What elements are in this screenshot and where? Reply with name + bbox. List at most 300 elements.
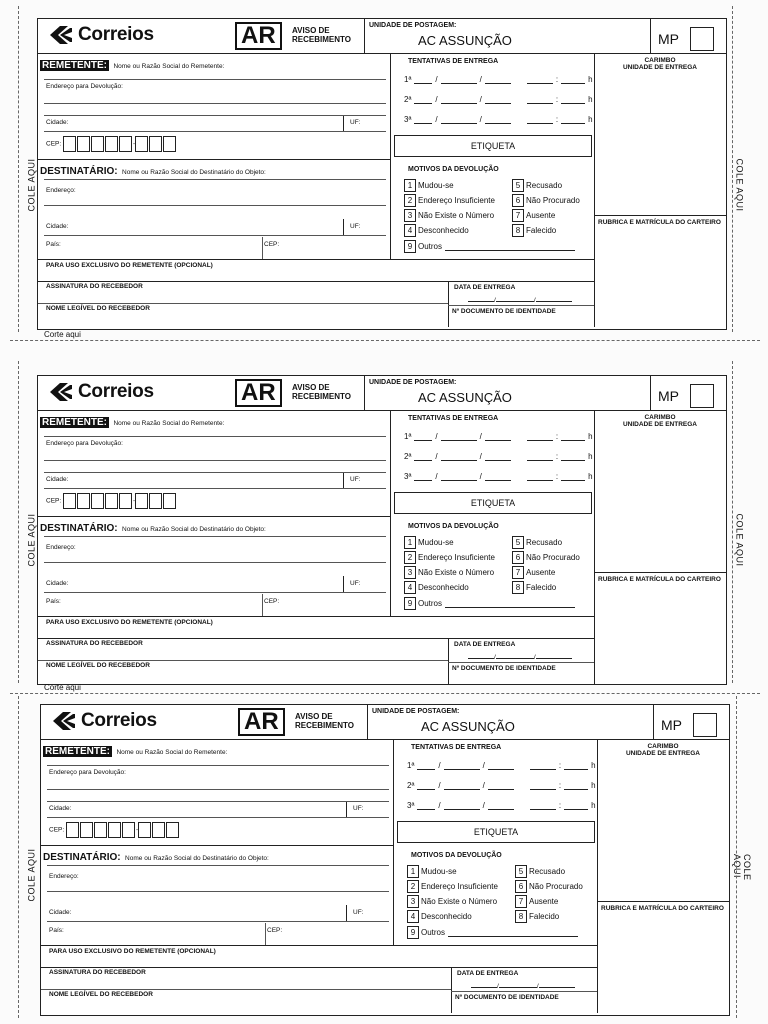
reason-text: Não Procurado: [529, 882, 583, 891]
glue-here-label-left: COLE AQUI: [26, 158, 37, 212]
label-box: ETIQUETA: [394, 492, 592, 514]
attempt-number: 1ª: [407, 761, 415, 770]
recipient-address-label: Endereço:: [46, 544, 76, 551]
reason-text: Ausente: [526, 568, 556, 577]
attempt-row[interactable]: [404, 472, 593, 481]
return-reason-option[interactable]: [404, 224, 469, 237]
return-reason-option[interactable]: [404, 194, 495, 207]
date-separator: /: [533, 654, 536, 661]
return-reasons-title: MOTIVOS DA DEVOLUÇÃO: [411, 852, 502, 859]
reason-text: Falecido: [529, 912, 560, 921]
date-separator: /: [435, 95, 438, 104]
reason-text: Não Existe o Número: [418, 211, 495, 220]
attempt-row[interactable]: [404, 452, 593, 461]
stamp-label: [598, 414, 722, 428]
sender-city-label: Cidade:: [46, 476, 69, 483]
attempts-title: TENTATIVAS DE ENTREGA: [411, 744, 502, 751]
sender-cep: CEP: -: [46, 136, 177, 152]
reason-number-box[interactable]: 5: [512, 536, 524, 549]
reason-text: Ausente: [529, 897, 559, 906]
ar-caption: [292, 26, 351, 44]
hour-suffix: h: [588, 75, 593, 84]
ar-form: [37, 375, 727, 685]
cut-line: [10, 340, 760, 341]
reason-number-box[interactable]: 9: [407, 926, 419, 939]
reason-text: Falecido: [526, 226, 557, 235]
time-separator: :: [555, 452, 559, 461]
fold-line-right: [732, 361, 733, 683]
ar-form: [37, 18, 727, 330]
reason-number-box[interactable]: 9: [404, 597, 416, 610]
attempt-row[interactable]: [404, 432, 593, 441]
return-reasons-title: MOTIVOS DA DEVOLUÇÃO: [408, 523, 499, 530]
mp-label: MP: [661, 717, 682, 733]
cut-here-label: Corte aqui: [44, 683, 81, 692]
reason-number-box[interactable]: 2: [404, 194, 416, 207]
date-separator: /: [479, 452, 482, 461]
sender-exclusive-label: PARA USO EXCLUSIVO DO REMETENTE (OPCIONAL): [46, 619, 213, 626]
id-document-label: Nº DOCUMENTO DE IDENTIDADE: [452, 308, 556, 315]
cep-digit-box[interactable]: [163, 136, 176, 152]
ar-badge: AR: [238, 708, 285, 736]
return-reason-option[interactable]: [404, 566, 494, 579]
cep-digit-box[interactable]: [91, 493, 104, 509]
time-separator: :: [558, 761, 562, 770]
recipient-city-label: Cidade:: [46, 580, 69, 587]
ar-sheet-3: [0, 690, 768, 1024]
brand-name: Correios: [81, 710, 157, 731]
attempt-row[interactable]: [407, 761, 596, 770]
reason-text: Recusado: [526, 538, 563, 547]
return-reason-option[interactable]: [404, 551, 495, 564]
cep-digit-box[interactable]: [105, 493, 118, 509]
return-reason-option[interactable]: [515, 865, 565, 878]
stamp-line1: CARIMBO: [647, 743, 679, 750]
sender-cep: CEP: -: [49, 822, 180, 838]
return-reason-option[interactable]: [404, 581, 469, 594]
date-separator: /: [482, 761, 485, 770]
reason-number-box[interactable]: 3: [404, 209, 416, 222]
recipient-cep-label: CEP:: [267, 927, 283, 934]
cep-digit-box[interactable]: [63, 136, 76, 152]
hour-suffix: h: [588, 95, 593, 104]
reason-number-box[interactable]: 6: [515, 880, 527, 893]
return-address-label: Endereço para Devolução:: [46, 440, 123, 447]
sender-uf-label: UF:: [353, 805, 364, 812]
attempts-title: TENTATIVAS DE ENTREGA: [408, 58, 499, 65]
date-separator: /: [479, 75, 482, 84]
sender-city-label: Cidade:: [46, 119, 69, 126]
fold-line-left: [18, 361, 19, 683]
delivery-date-field[interactable]: [468, 293, 572, 304]
cep-digit-box[interactable]: [122, 822, 135, 838]
recipient-uf-label: UF:: [350, 223, 361, 230]
ar-caption-line1: AVISO DE: [292, 383, 330, 392]
receiver-name-label: NOME LEGÍVEL DO RECEBEDOR: [49, 991, 153, 998]
return-reason-option[interactable]: [512, 224, 556, 237]
recipient-cep-label: CEP:: [264, 598, 280, 605]
attempt-row[interactable]: [404, 95, 593, 104]
date-separator: /: [435, 432, 438, 441]
reason-text: Mudou-se: [418, 181, 454, 190]
attempts-title: TENTATIVAS DE ENTREGA: [408, 415, 499, 422]
stamp-line2: UNIDADE DE ENTREGA: [622, 64, 698, 71]
date-separator: /: [479, 95, 482, 104]
hour-suffix: h: [591, 761, 596, 770]
hour-suffix: h: [591, 781, 596, 790]
stamp-line1: CARIMBO: [644, 414, 676, 421]
cep-digit-box[interactable]: [94, 822, 107, 838]
reason-number-box[interactable]: 8: [515, 910, 527, 923]
reason-text: Endereço Insuficiente: [418, 553, 495, 562]
reason-number-box[interactable]: 6: [512, 551, 524, 564]
cep-digit-box[interactable]: [149, 493, 162, 509]
return-reason-option[interactable]: [512, 209, 555, 222]
return-reason-option[interactable]: [404, 179, 454, 192]
return-reason-option[interactable]: [512, 194, 580, 207]
date-separator: /: [536, 983, 539, 990]
correios-logo-icon: [51, 710, 77, 732]
time-separator: :: [555, 432, 559, 441]
hour-suffix: h: [588, 432, 593, 441]
sender-cep-label: CEP:: [46, 140, 62, 148]
reason-text: Endereço Insuficiente: [421, 882, 498, 891]
cep-digit-box[interactable]: [152, 822, 165, 838]
date-separator: /: [438, 761, 441, 770]
fold-line-right: [732, 6, 733, 332]
reason-text: Mudou-se: [418, 538, 454, 547]
reason-number-box[interactable]: 7: [512, 209, 524, 222]
date-separator: /: [482, 801, 485, 810]
ar-caption-line1: AVISO DE: [295, 712, 333, 721]
delivery-date-field[interactable]: [471, 979, 575, 990]
cep-digit-box[interactable]: [66, 822, 79, 838]
cep-digit-box[interactable]: [80, 822, 93, 838]
cep-digit-box[interactable]: [77, 493, 90, 509]
reason-text: Desconhecido: [421, 912, 472, 921]
label-box: ETIQUETA: [394, 135, 592, 157]
attempt-row[interactable]: [407, 781, 596, 790]
date-separator: /: [494, 297, 496, 304]
glue-here-label-right: COLE AQUI: [734, 158, 745, 212]
date-separator: /: [435, 452, 438, 461]
recipient-name-label: Nome ou Razão Social do Destinatário do Objeto:: [125, 855, 269, 862]
cep-digit-box[interactable]: [135, 493, 148, 509]
recipient-address-label: Endereço:: [46, 187, 76, 194]
mp-checkbox[interactable]: [690, 27, 714, 51]
cep-digit-box[interactable]: [138, 822, 151, 838]
sender-cep-label: CEP:: [49, 826, 65, 834]
recipient-cep-label: CEP:: [264, 241, 280, 248]
label-box: ETIQUETA: [397, 821, 595, 843]
date-separator: /: [533, 297, 536, 304]
ar-caption-line2: RECEBIMENTO: [295, 721, 354, 730]
carrier-signature-label: RUBRICA E MATRÍCULA DO CARTEIRO: [601, 905, 724, 912]
return-reason-option[interactable]: [407, 926, 578, 939]
id-document-label: Nº DOCUMENTO DE IDENTIDADE: [452, 665, 556, 672]
mp-label: MP: [658, 31, 679, 47]
date-separator: /: [479, 115, 482, 124]
date-separator: /: [497, 983, 499, 990]
recipient-name-label: Nome ou Razão Social do Destinatário do Objeto:: [122, 169, 266, 176]
date-separator: /: [435, 115, 438, 124]
reason-number-box[interactable]: 7: [515, 895, 527, 908]
attempt-number: 2ª: [404, 95, 412, 104]
posting-unit-label: UNIDADE DE POSTAGEM:: [372, 708, 460, 715]
time-separator: :: [555, 75, 559, 84]
receiver-signature-label: ASSINATURA DO RECEBEDOR: [46, 283, 143, 290]
ar-form: [40, 704, 730, 1016]
cep-digit-box[interactable]: [135, 136, 148, 152]
reason-text: Não Procurado: [526, 553, 580, 562]
reason-number-box[interactable]: 6: [512, 194, 524, 207]
attempt-number: 1ª: [404, 432, 412, 441]
recipient-name-label: Nome ou Razão Social do Destinatário do Objeto:: [122, 526, 266, 533]
hour-suffix: h: [588, 452, 593, 461]
date-separator: /: [438, 801, 441, 810]
reason-number-box[interactable]: 2: [407, 880, 419, 893]
date-separator: /: [435, 472, 438, 481]
recipient-city-label: Cidade:: [46, 223, 69, 230]
cep-digit-box[interactable]: [108, 822, 121, 838]
return-address-label: Endereço para Devolução:: [49, 769, 126, 776]
recipient-header: [40, 161, 266, 179]
attempt-number: 3ª: [404, 115, 412, 124]
sender-header: [43, 741, 227, 759]
sender-cep-label: CEP:: [46, 497, 62, 505]
reason-number-box[interactable]: 4: [404, 581, 416, 594]
return-reason-option[interactable]: [515, 880, 583, 893]
receiver-signature-label: ASSINATURA DO RECEBEDOR: [49, 969, 146, 976]
return-reason-option[interactable]: [404, 240, 575, 253]
sender-header: [40, 55, 224, 73]
recipient-header: [43, 847, 269, 865]
carrier-signature-label: RUBRICA E MATRÍCULA DO CARTEIRO: [598, 219, 721, 226]
reason-number-box[interactable]: 2: [404, 551, 416, 564]
sender-title: REMETENTE:: [42, 60, 107, 71]
date-separator: /: [479, 432, 482, 441]
ar-caption-line2: RECEBIMENTO: [292, 35, 351, 44]
recipient-title: DESTINATÁRIO:: [43, 852, 121, 863]
reason-text: Não Procurado: [526, 196, 580, 205]
delivery-date-label: DATA DE ENTREGA: [454, 284, 516, 291]
sender-cep: CEP: -: [46, 493, 177, 509]
return-address-label: Endereço para Devolução:: [46, 83, 123, 90]
glue-here-label-left: COLE AQUI: [26, 848, 37, 902]
mp-checkbox[interactable]: [690, 384, 714, 408]
reason-number-box[interactable]: 3: [404, 566, 416, 579]
hour-suffix: h: [588, 472, 593, 481]
recipient-uf-label: UF:: [353, 909, 364, 916]
sender-header: [40, 412, 224, 430]
attempt-number: 3ª: [407, 801, 415, 810]
cep-digit-box[interactable]: [63, 493, 76, 509]
receiver-name-label: NOME LEGÍVEL DO RECEBEDOR: [46, 305, 150, 312]
mp-label: MP: [658, 388, 679, 404]
date-separator: /: [435, 75, 438, 84]
fold-line-left: [18, 6, 19, 332]
cep-digit-box[interactable]: [91, 136, 104, 152]
sender-uf-label: UF:: [350, 119, 361, 126]
return-reason-option[interactable]: [515, 895, 558, 908]
reason-text: Outros: [418, 599, 443, 608]
time-separator: :: [558, 801, 562, 810]
return-reason-option[interactable]: [512, 581, 556, 594]
delivery-date-label: DATA DE ENTREGA: [454, 641, 516, 648]
cep-digit-box[interactable]: [119, 493, 132, 509]
posting-unit-value: AC ASSUNÇÃO: [421, 719, 515, 734]
brand-name: Correios: [78, 381, 154, 402]
date-separator: /: [479, 472, 482, 481]
stamp-line2: UNIDADE DE ENTREGA: [622, 421, 698, 428]
ar-caption-line2: RECEBIMENTO: [292, 392, 351, 401]
reason-text: Desconhecido: [418, 583, 469, 592]
cep-digit-box[interactable]: [119, 136, 132, 152]
recipient-title: DESTINATÁRIO:: [40, 166, 118, 177]
receiver-name-label: NOME LEGÍVEL DO RECEBEDOR: [46, 662, 150, 669]
sender-title: REMETENTE:: [45, 746, 110, 757]
attempt-number: 3ª: [404, 472, 412, 481]
receiver-signature-label: ASSINATURA DO RECEBEDOR: [46, 640, 143, 647]
ar-caption-line1: AVISO DE: [292, 26, 330, 35]
recipient-uf-label: UF:: [350, 580, 361, 587]
return-reason-option[interactable]: [512, 536, 562, 549]
brand-name: Correios: [78, 24, 154, 45]
recipient-city-label: Cidade:: [49, 909, 72, 916]
reason-number-box[interactable]: 8: [512, 581, 524, 594]
reason-text: Outros: [421, 928, 446, 937]
ar-caption: [292, 383, 351, 401]
reason-number-box[interactable]: 8: [512, 224, 524, 237]
reason-number-box[interactable]: 3: [407, 895, 419, 908]
return-reason-option[interactable]: [407, 880, 498, 893]
cut-here-label: Corte aqui: [44, 330, 81, 339]
return-reason-option[interactable]: [512, 551, 580, 564]
reason-number-box[interactable]: 4: [407, 910, 419, 923]
attempt-number: 2ª: [407, 781, 415, 790]
return-reason-option[interactable]: [407, 865, 457, 878]
correios-logo-icon: [48, 381, 74, 403]
fold-line-left: [18, 696, 19, 1018]
correios-logo: [48, 381, 154, 403]
stamp-label: [598, 57, 722, 71]
reason-text: Recusado: [526, 181, 563, 190]
delivery-date-label: DATA DE ENTREGA: [457, 970, 519, 977]
reason-number-box[interactable]: 1: [404, 536, 416, 549]
cep-digit-box[interactable]: [77, 136, 90, 152]
reason-number-box[interactable]: 1: [407, 865, 419, 878]
return-reason-option[interactable]: [512, 566, 555, 579]
sender-name-label: Nome ou Razão Social do Remetente:: [113, 63, 225, 70]
ar-sheet-1: [0, 0, 768, 340]
recipient-country-label: País:: [46, 598, 61, 605]
return-reason-option[interactable]: [404, 209, 494, 222]
recipient-address-label: Endereço:: [49, 873, 79, 880]
sender-uf-label: UF:: [350, 476, 361, 483]
cep-digit-box[interactable]: [105, 136, 118, 152]
cep-digit-box[interactable]: [163, 493, 176, 509]
recipient-header: [40, 518, 266, 536]
correios-logo: [48, 24, 154, 46]
date-separator: /: [482, 781, 485, 790]
reason-number-box[interactable]: 7: [512, 566, 524, 579]
glue-here-label-right: COLE AQUI: [732, 854, 752, 881]
hour-suffix: h: [591, 801, 596, 810]
cep-digit-box[interactable]: [166, 822, 179, 838]
date-separator: /: [438, 781, 441, 790]
delivery-date-field[interactable]: [468, 650, 572, 661]
reason-text: Ausente: [526, 211, 556, 220]
reason-number-box[interactable]: 5: [512, 179, 524, 192]
sender-title: REMETENTE:: [42, 417, 107, 428]
attempt-number: 2ª: [404, 452, 412, 461]
return-reason-option[interactable]: [515, 910, 559, 923]
date-separator: /: [494, 654, 496, 661]
sender-exclusive-label: PARA USO EXCLUSIVO DO REMETENTE (OPCIONAL): [49, 948, 216, 955]
reason-text: Não Existe o Número: [421, 897, 498, 906]
attempt-row[interactable]: [404, 115, 593, 124]
ar-sheet-2: [0, 355, 768, 690]
time-separator: :: [555, 95, 559, 104]
recipient-country-label: País:: [49, 927, 64, 934]
time-separator: :: [558, 781, 562, 790]
reason-number-box[interactable]: 5: [515, 865, 527, 878]
sender-name-label: Nome ou Razão Social do Remetente:: [116, 749, 228, 756]
return-reasons-title: MOTIVOS DA DEVOLUÇÃO: [408, 166, 499, 173]
correios-logo-icon: [48, 24, 74, 46]
time-separator: :: [555, 472, 559, 481]
time-separator: :: [555, 115, 559, 124]
recipient-country-label: País:: [46, 241, 61, 248]
posting-unit-label: UNIDADE DE POSTAGEM:: [369, 379, 457, 386]
reason-number-box[interactable]: 4: [404, 224, 416, 237]
return-reason-option[interactable]: [404, 536, 454, 549]
id-document-label: Nº DOCUMENTO DE IDENTIDADE: [455, 994, 559, 1001]
ar-caption: [295, 712, 354, 730]
recipient-title: DESTINATÁRIO:: [40, 523, 118, 534]
attempt-number: 1ª: [404, 75, 412, 84]
posting-unit-value: AC ASSUNÇÃO: [418, 33, 512, 48]
stamp-line2: UNIDADE DE ENTREGA: [625, 750, 701, 757]
stamp-line1: CARIMBO: [644, 57, 676, 64]
posting-unit-value: AC ASSUNÇÃO: [418, 390, 512, 405]
carrier-signature-label: RUBRICA E MATRÍCULA DO CARTEIRO: [598, 576, 721, 583]
return-reason-option[interactable]: [404, 597, 575, 610]
attempt-row[interactable]: [407, 801, 596, 810]
correios-logo: [51, 710, 157, 732]
fold-line-right: [736, 696, 737, 1018]
hour-suffix: h: [588, 115, 593, 124]
reason-text: Falecido: [526, 583, 557, 592]
reason-number-box[interactable]: 9: [404, 240, 416, 253]
reason-text: Mudou-se: [421, 867, 457, 876]
sender-name-label: Nome ou Razão Social do Remetente:: [113, 420, 225, 427]
attempt-row[interactable]: [404, 75, 593, 84]
reason-number-box[interactable]: 1: [404, 179, 416, 192]
reason-text: Outros: [418, 242, 443, 251]
cep-digit-box[interactable]: [149, 136, 162, 152]
return-reason-option[interactable]: [512, 179, 562, 192]
mp-checkbox[interactable]: [693, 713, 717, 737]
sender-exclusive-label: PARA USO EXCLUSIVO DO REMETENTE (OPCIONAL): [46, 262, 213, 269]
sender-city-label: Cidade:: [49, 805, 72, 812]
return-reason-option[interactable]: [407, 910, 472, 923]
ar-badge: AR: [235, 22, 282, 50]
reason-text: Desconhecido: [418, 226, 469, 235]
glue-here-label-left: COLE AQUI: [26, 513, 37, 567]
reason-text: Não Existe o Número: [418, 568, 495, 577]
return-reason-option[interactable]: [407, 895, 497, 908]
